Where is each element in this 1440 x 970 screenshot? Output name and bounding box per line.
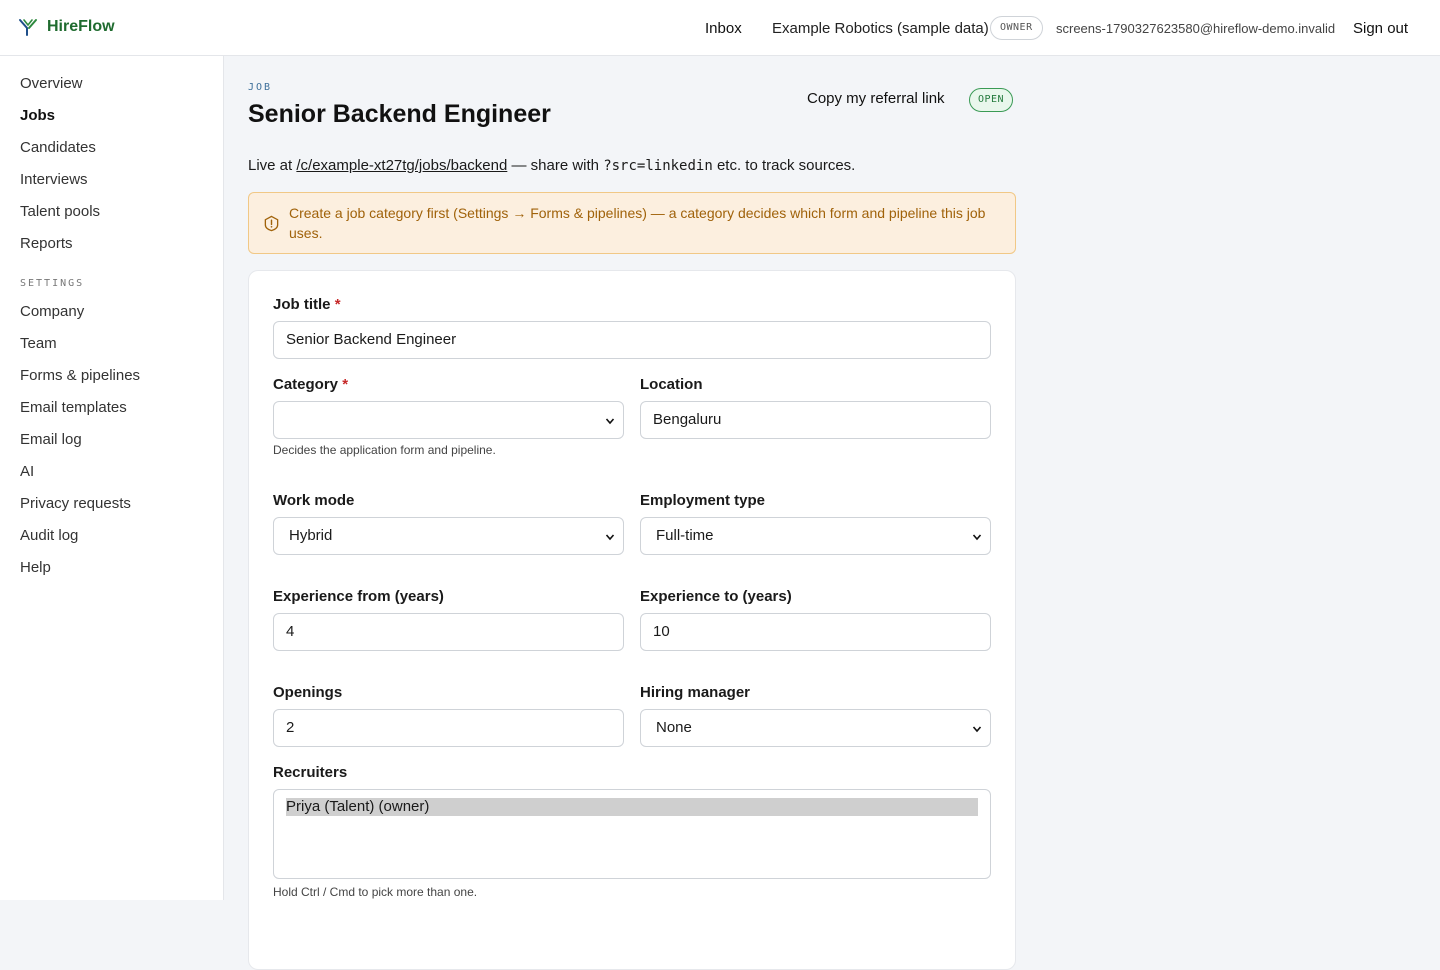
recruiters-multiselect[interactable] — [273, 789, 991, 879]
job-public-link[interactable]: /c/example-xt27tg/jobs/backend — [296, 157, 508, 174]
experience-from-label: Experience from (years) — [273, 588, 444, 605]
company-name: Example Robotics (sample data) — [772, 19, 989, 37]
sidebar-item-reports[interactable]: Reports — [20, 235, 73, 252]
experience-from-input[interactable]: 4 — [273, 613, 624, 651]
category-warning-alert — [248, 192, 1016, 254]
job-title-label-text: Job title — [273, 296, 331, 313]
hiring-manager-select[interactable] — [640, 709, 991, 747]
chevron-down-icon — [972, 724, 982, 734]
sidebar-item-overview[interactable]: Overview — [20, 75, 83, 92]
sidebar-item-email-templates[interactable]: Email templates — [20, 399, 127, 416]
sidebar — [0, 56, 224, 900]
sidebar-item-audit-log[interactable]: Audit log — [20, 527, 79, 544]
live-suffix: etc. to track sources. — [712, 157, 856, 174]
sidebar-item-forms-pipelines[interactable]: Forms & pipelines — [20, 367, 141, 384]
brand[interactable] — [18, 17, 115, 37]
recruiters-hint: Hold Ctrl / Cmd to pick more than one. — [273, 885, 478, 899]
copy-referral-link-button[interactable]: Copy my referral link — [807, 90, 945, 107]
sign-out-button[interactable]: Sign out — [1353, 19, 1409, 37]
user-email: screens-1790327623580@hireflow-demo.invalid — [1056, 20, 1336, 36]
openings-label: Openings — [273, 684, 343, 701]
category-select[interactable] — [273, 401, 624, 439]
sidebar-item-team[interactable]: Team — [20, 335, 57, 352]
job-form-card — [248, 270, 1016, 970]
live-prefix: Live at — [248, 157, 297, 174]
warning-shield-icon — [263, 215, 280, 232]
category-label-text: Category — [273, 376, 339, 393]
page-eyebrow: JOB — [248, 82, 273, 93]
required-mark: * — [342, 376, 349, 393]
page-title: Senior Backend Engineer — [248, 100, 551, 128]
sidebar-item-help[interactable]: Help — [20, 559, 51, 576]
hireflow-logo-icon — [18, 17, 38, 37]
live-middle: — share with — [507, 157, 604, 174]
required-mark: * — [334, 296, 341, 313]
chevron-down-icon — [605, 532, 615, 542]
sidebar-item-ai[interactable]: AI — [20, 463, 35, 480]
location-label: Location — [640, 376, 703, 393]
experience-to-input[interactable]: 10 — [640, 613, 991, 651]
employment-type-select[interactable] — [640, 517, 991, 555]
status-badge: OPEN — [969, 88, 1013, 112]
sidebar-item-privacy-requests[interactable]: Privacy requests — [20, 495, 131, 512]
sidebar-item-email-log[interactable]: Email log — [20, 431, 82, 448]
brand-name: HireFlow — [47, 18, 115, 35]
job-title-label — [273, 296, 341, 313]
location-input[interactable]: Bengaluru — [640, 401, 991, 439]
work-mode-label: Work mode — [273, 492, 355, 509]
recruiters-label: Recruiters — [273, 764, 348, 781]
sidebar-item-company[interactable]: Company — [20, 303, 85, 320]
chevron-down-icon — [972, 532, 982, 542]
recruiter-option[interactable]: Priya (Talent) (owner) — [286, 798, 978, 816]
sidebar-item-candidates[interactable]: Candidates — [20, 139, 96, 156]
work-mode-select[interactable] — [273, 517, 624, 555]
category-hint: Decides the application form and pipeline. — [273, 443, 496, 457]
experience-to-label: Experience to (years) — [640, 588, 792, 605]
employment-type-value: Full-time — [656, 527, 714, 544]
role-badge: OWNER — [990, 16, 1043, 40]
hiring-manager-value: None — [656, 719, 692, 736]
alert-message: Create a job category first (Settings → Forms & pipelines) — a category decides which form and pipeline this job uses. — [289, 205, 986, 241]
settings-section-label: SETTINGS — [20, 278, 85, 289]
hiring-manager-label: Hiring manager — [640, 684, 751, 701]
live-url-line — [248, 157, 855, 174]
openings-input[interactable]: 2 — [273, 709, 624, 747]
inbox-link[interactable]: Inbox — [705, 19, 742, 37]
top-bar — [0, 0, 1440, 56]
sidebar-item-talent-pools[interactable]: Talent pools — [20, 203, 101, 220]
employment-type-label: Employment type — [640, 492, 766, 509]
job-title-input[interactable]: Senior Backend Engineer — [273, 321, 991, 359]
sidebar-item-jobs[interactable]: Jobs — [20, 107, 56, 124]
category-label — [273, 376, 348, 393]
sidebar-item-interviews[interactable]: Interviews — [20, 171, 88, 188]
work-mode-value: Hybrid — [289, 527, 333, 544]
chevron-down-icon — [605, 416, 615, 426]
source-param-code: ?src=linkedin — [603, 158, 713, 174]
